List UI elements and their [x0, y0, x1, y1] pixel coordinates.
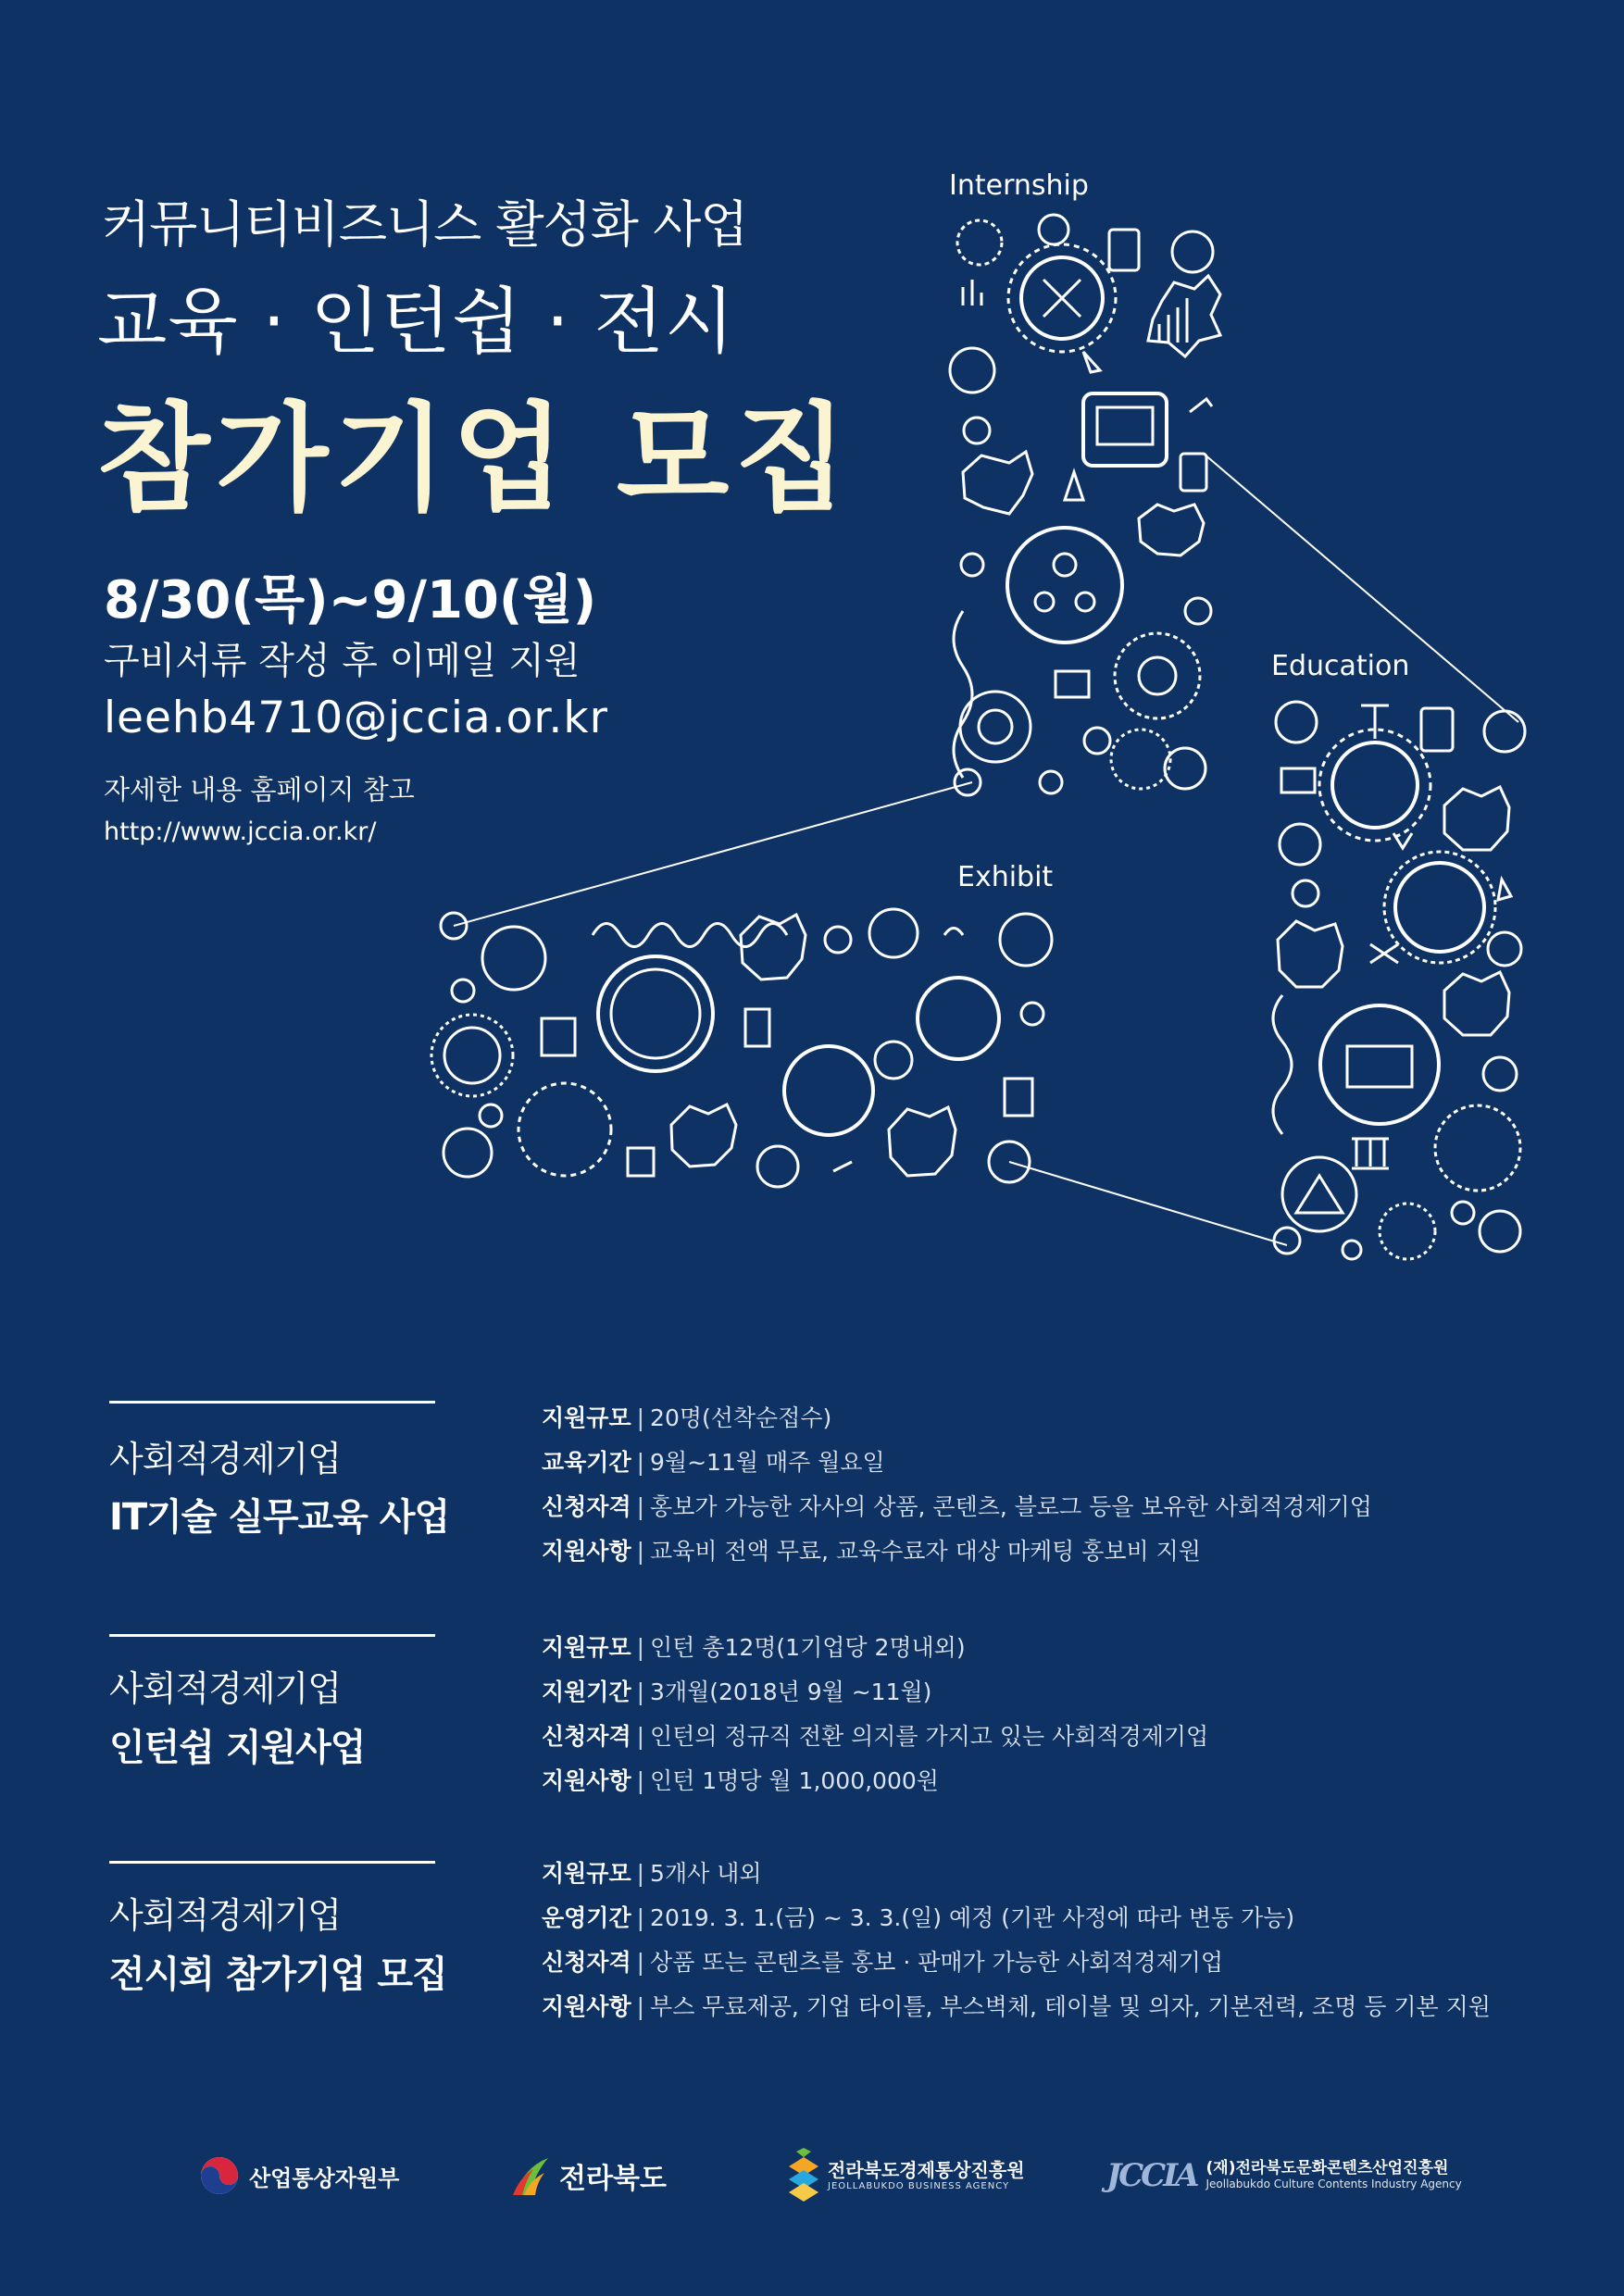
internship-label: Internship [949, 169, 1089, 202]
handshake-icon [918, 978, 999, 1059]
microscope-icon [1395, 863, 1484, 952]
detail-row: 신청자격 | 홍보가 가능한 자사의 상품, 콘텐츠, 블로그 등을 보유한 사회적경제기업 [542, 1493, 1372, 1520]
exhibit-label: Exhibit [957, 861, 1054, 893]
factory-icon [1000, 914, 1052, 966]
bell-icon [1332, 742, 1418, 828]
detail-row: 지원기간 | 3개월(2018년 9월 ~11월) [542, 1678, 932, 1705]
logo-jeonbuk-text: 전라북도 [559, 2163, 667, 2195]
paperclip-icon [1040, 771, 1062, 793]
museum-icon [1352, 1139, 1389, 1168]
document-icon [1005, 1079, 1032, 1116]
calculator-icon [1380, 1204, 1435, 1259]
map-icon [518, 1083, 611, 1176]
truck-icon [869, 909, 918, 957]
gear-icon [1115, 633, 1200, 718]
documents-icon [542, 1018, 575, 1055]
detail-row: 교육기간 | 9월~11월 매주 월요일 [542, 1449, 885, 1476]
compass-icon [1361, 705, 1389, 739]
taegeuk-icon [199, 2155, 240, 2196]
section-divider [109, 1401, 435, 1404]
homepage-link[interactable]: http://www.jccia.or.kr/ [104, 817, 377, 846]
chart-icon [875, 1042, 912, 1079]
cloud-icon [950, 348, 994, 393]
detail-row: 지원규모 | 인턴 총12명(1기업당 2명내외) [542, 1634, 966, 1661]
logo-jba [785, 2148, 1025, 2203]
at-sign-icon [1039, 215, 1068, 244]
box-icon [889, 1107, 956, 1176]
apple-icon [1452, 1202, 1474, 1224]
logo-jccia-text: (재)전라북도문화콘텐츠산업진흥원 [1206, 2159, 1449, 2178]
detail-row: 지원규모 | 5개사 내외 [542, 1860, 762, 1887]
logo-jccia-mark: JCCIA [1106, 2157, 1197, 2194]
logo-jba-text: 전라북도경제통상진흥원 [828, 2158, 1025, 2181]
presentation-icon [1111, 730, 1170, 789]
hand-pointer-icon [1065, 472, 1083, 500]
squiggle-line [1273, 995, 1292, 1134]
chat-icon [1165, 748, 1206, 789]
bulb-icon [1343, 1241, 1361, 1259]
ruler-triangle-icon [1282, 1157, 1356, 1231]
jba-mark-icon [785, 2148, 822, 2203]
stamp-icon [1444, 787, 1509, 850]
contact-email[interactable]: leehb4710@jccia.or.kr [104, 693, 608, 743]
detail-row: 신청자격 | 인턴의 정규직 전환 의지를 가지고 있는 사회적경제기업 [542, 1723, 1209, 1750]
detail-row: 신청자격 | 상품 또는 콘텐츠를 홍보 · 판매가 가능한 사회적경제기업 [542, 1949, 1224, 1976]
program-title: 인턴쉽 지원사업 [109, 1727, 366, 1769]
coin-icon [671, 1104, 736, 1167]
section-divider [109, 1634, 435, 1637]
growth-chart-icon [1148, 276, 1220, 356]
magnifier-icon [1480, 1211, 1520, 1252]
education-label: Education [1271, 650, 1410, 682]
ball-icon [1185, 598, 1211, 624]
megaphone-icon [963, 452, 1032, 514]
program-details [542, 1626, 1569, 1803]
squiggle-line [593, 924, 787, 947]
atom-icon [1435, 1105, 1520, 1191]
phone-icon [1181, 454, 1206, 491]
scissors-icon [1370, 944, 1398, 963]
clipboard-icon [784, 1046, 873, 1135]
jeonbuk-swoosh-icon [509, 2152, 554, 2199]
logo-motie-text: 산업통상자원부 [249, 2165, 400, 2191]
satellite-icon [833, 1162, 852, 1171]
bar-chart-icon [963, 280, 981, 306]
flower-icon [825, 927, 851, 953]
lightbulb-icon [1172, 231, 1213, 272]
pencil-icon [1276, 702, 1317, 742]
logo-jba-subtext: JEOLLABUKDO BUSINESS AGENCY [828, 2180, 1010, 2191]
notepad-icon [1109, 230, 1139, 270]
detail-row: 지원규모 | 20명(선착순접수) [542, 1404, 832, 1431]
steering-wheel-icon [757, 1146, 798, 1187]
calendar-icon [482, 927, 545, 990]
subtitle: 커뮤니티비즈니스 활성화 사업 [102, 195, 748, 254]
team-icon [1007, 528, 1122, 643]
logo-jccia-subtext: Jeollabukdo Culture Contents Industry Agency [1206, 2177, 1462, 2190]
application-period: 8/30(목)~9/10(월) [104, 570, 597, 630]
programs-line: 교육 · 인턴쉽 · 전시 [97, 281, 736, 364]
test-tube-icon [1498, 880, 1511, 900]
trophy-icon [1139, 505, 1204, 555]
program-title: 전시회 참가기업 모집 [109, 1953, 447, 1996]
thumbs-up-icon [964, 418, 990, 443]
program-details [542, 1396, 1569, 1574]
logo-jccia [1106, 2148, 1462, 2203]
program-category: 사회적경제기업 [109, 1895, 341, 1936]
open-book-icon [1320, 1005, 1439, 1124]
briefcase-icon [1278, 921, 1343, 987]
leaf-icon [1444, 972, 1509, 1035]
target-icon [960, 692, 1031, 762]
section-divider [109, 1861, 435, 1864]
network-icon [1056, 671, 1089, 697]
cup-icon [1483, 1057, 1517, 1091]
internship-cluster [950, 215, 1220, 795]
chat-icon [480, 1104, 502, 1127]
connector-dot [1274, 1228, 1300, 1254]
apply-method: 구비서류 작성 후 이메일 지원 [104, 640, 581, 682]
link-icon [957, 220, 1002, 265]
clipboard-icon [1421, 708, 1453, 751]
exhibit-cluster [431, 909, 1052, 1187]
trend-icon [1190, 399, 1212, 412]
globe-icon [598, 956, 713, 1071]
logo-motie [199, 2148, 399, 2203]
music-icon [1280, 824, 1320, 865]
education-cluster [1273, 702, 1525, 1259]
program-title: IT기술 실무교육 사업 [109, 1496, 450, 1539]
bottle-icon [1021, 1003, 1043, 1025]
ball-icon [1488, 932, 1521, 966]
squiggle-line [954, 611, 972, 778]
small-circle-icon [1084, 728, 1110, 754]
pie-icon [944, 929, 963, 936]
detail-row: 지원사항 | 교육비 전액 무료, 교육수료자 대상 마케팅 홍보비 지원 [542, 1538, 1201, 1565]
detail-row: 운영기간 | 2019. 3. 1.(금) ~ 3. 3.(일) 예정 (기관 사정에 따라 변동 가능) [542, 1904, 1295, 1931]
program-details [542, 1852, 1569, 2029]
dna-icon [1393, 833, 1412, 848]
connector-dot [955, 769, 981, 795]
dot-icon [961, 554, 983, 576]
ball-icon [1484, 711, 1525, 752]
laptop-icon [1281, 768, 1315, 792]
main-title: 참가기업 모집 [97, 390, 854, 527]
wrench-icon [1043, 280, 1081, 317]
cursor-icon [1083, 352, 1100, 372]
airplane-icon [443, 1129, 492, 1177]
more-info-note: 자세한 내용 홈페이지 참고 [104, 774, 415, 805]
house-icon [444, 1028, 500, 1083]
pin-icon [452, 980, 474, 1002]
connector-line [454, 782, 972, 926]
medal-icon [1293, 880, 1318, 906]
connector-line [1009, 1162, 1287, 1245]
folder-icon [745, 1009, 769, 1046]
program-category: 사회적경제기업 [109, 1668, 341, 1709]
detail-row: 지원사항 | 부스 무료제공, 기업 타이틀, 부스벽체, 테이블 및 의자, 기본전력, 조명 등 기본 지원 [542, 1993, 1491, 2020]
program-category: 사회적경제기업 [109, 1439, 341, 1479]
book-icon [628, 1148, 654, 1176]
logo-jeonbuk [509, 2148, 667, 2203]
detail-row: 지원사항 | 인턴 1명당 월 1,000,000원 [542, 1767, 939, 1794]
